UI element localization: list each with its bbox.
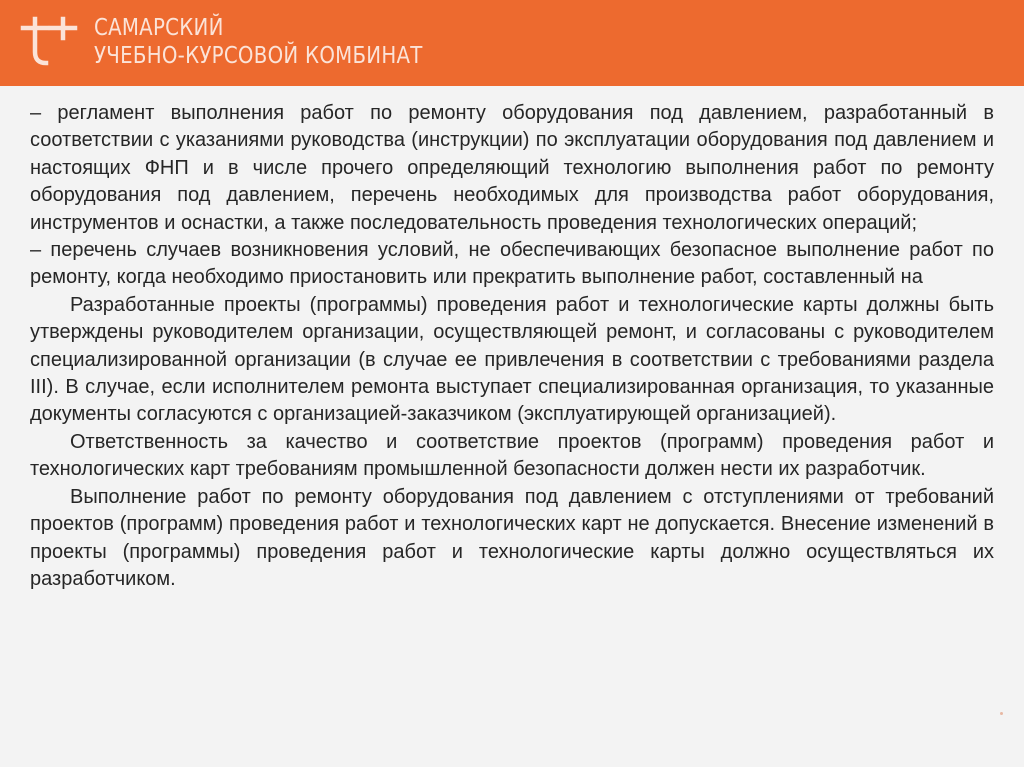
brand-name (94, 14, 423, 70)
paragraph-unsafe-cases: – перечень случаев возникновения условий, не обеспечивающих безопасное выполнение работ по ремонту, когда необходимо приостановить или прекратить выполнение работ, составленный на (30, 239, 994, 289)
body-text (30, 100, 994, 593)
double-cross-logo-icon (20, 16, 78, 68)
corner-dot (1000, 712, 1003, 715)
paragraph-responsibility: Ответственность за качество и соответствие проектов (программ) проведения работ и технологических карт требованиям промышленной безопасности должен нести их разработчик. (30, 430, 994, 481)
paragraph-approval: Разработанные проекты (программы) проведения работ и технологические карты должны быть утверждены руководителем организации, осуществляющей ремонт, и согласованы с руководителем специализированной организации (в случае ее привлечения в соответствии с требованиями раздела III). В случае, если исполнителем ремонта выступает специализированная организация, то указанные документы согласуются с организацией-заказчиком (эксплуатирующей организацией). (30, 293, 994, 426)
paragraph-regulation: – регламент выполнения работ по ремонту оборудования под давлением, разработанный в соответствии с указаниями руководства (инструкции) по эксплуатации оборудования под давлением и настоящих ФНП и в числе прочего определяющий технологию выполнения работ по ремонту оборудования под давлением, перечень необходимых для производства работ оборудования, инструментов и оснастки, а также последовательность проведения технологических операций; (30, 102, 994, 234)
brand-line-2: УЧЕБНО-КУРСОВОЙ КОМБИНАТ (94, 43, 423, 69)
brand-line-1: САМАРСКИЙ (94, 15, 224, 41)
header-bar (0, 0, 1024, 86)
paragraph-deviations: Выполнение работ по ремонту оборудования под давлением с отступлениями от требований проектов (программ) проведения работ и технологических карт не допускается. Внесение изменений в проекты (программы) проведения работ и технологические карты должно осуществляться их разработчиком. (30, 485, 994, 590)
